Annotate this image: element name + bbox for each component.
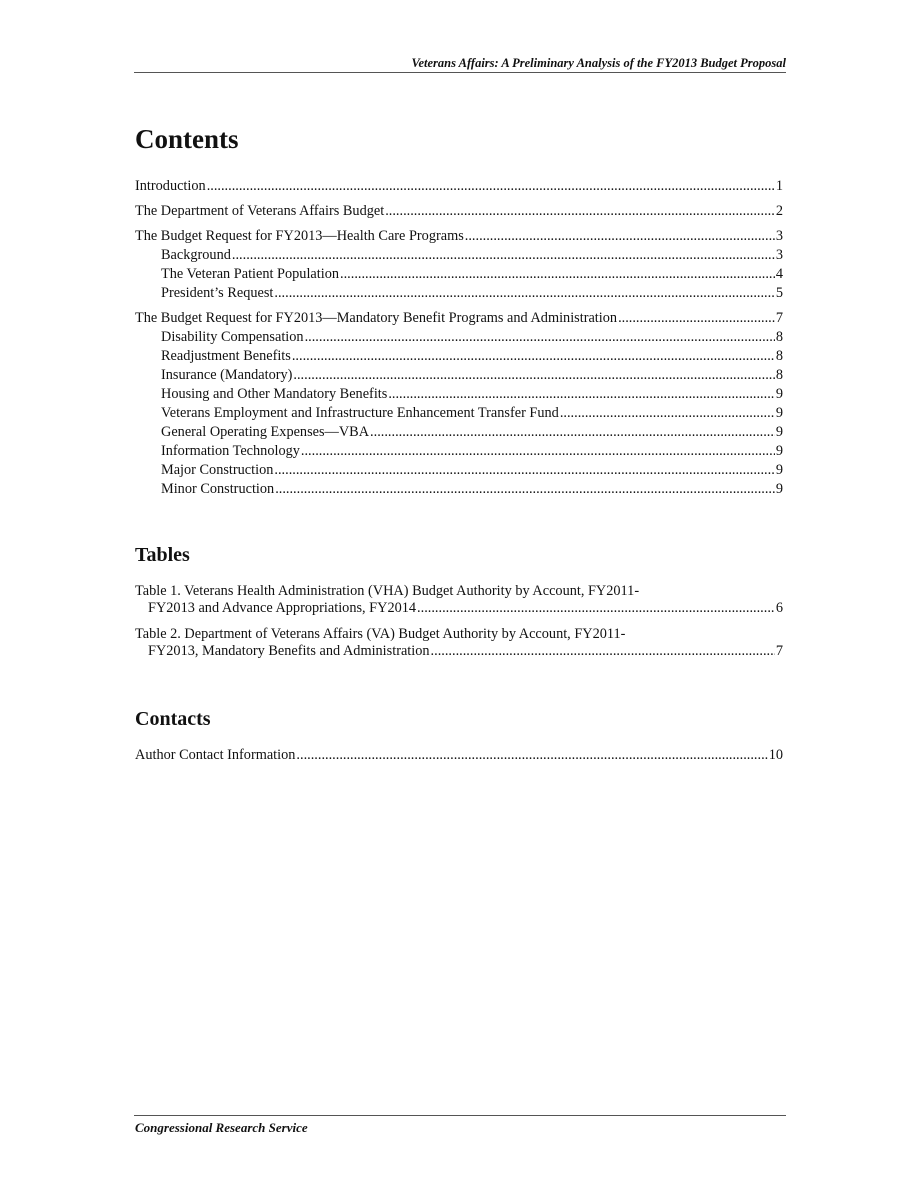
contents-list	[135, 178, 783, 498]
toc-entry-employment-transfer-fund[interactable]	[135, 405, 783, 422]
leader-dots	[293, 367, 774, 384]
toc-page-number: 8	[775, 367, 783, 383]
toc-entry-text: General Operating Expenses—VBA	[161, 424, 370, 440]
leader-dots	[465, 228, 775, 245]
toc-page-number: 7	[775, 310, 783, 326]
toc-entry-text: Insurance (Mandatory)	[161, 367, 293, 383]
toc-page-number: 4	[775, 266, 783, 282]
toc-entry-text: The Budget Request for FY2013—Mandatory Benefit Programs and Administration	[135, 310, 618, 326]
leader-dots	[296, 747, 767, 764]
toc-entry-insurance-mandatory[interactable]	[135, 367, 783, 384]
toc-entry-disability-compensation[interactable]	[135, 329, 783, 346]
toc-page-number: 2	[775, 203, 783, 219]
toc-page-number: 9	[775, 443, 783, 459]
toc-entry-text: Table 1. Veterans Health Administration (VHA) Budget Authority by Account, FY2011-	[135, 583, 640, 599]
leader-dots	[305, 329, 775, 346]
toc-page-number: 1	[775, 178, 783, 194]
toc-entry-text: Veterans Employment and Infrastructure Enhancement Transfer Fund	[161, 405, 559, 421]
toc-page-number: 7	[775, 643, 783, 659]
toc-entry-mandatory-benefit-programs[interactable]	[135, 310, 783, 327]
toc-entry-text: Author Contact Information	[135, 747, 296, 763]
toc-entry-text: The Veteran Patient Population	[161, 266, 340, 282]
running-footer: Congressional Research Service	[135, 1120, 308, 1135]
toc-entry-text-continued: FY2013, Mandatory Benefits and Administration	[148, 643, 430, 659]
toc-entry-text: Table 2. Department of Veterans Affairs (VA) Budget Authority by Account, FY2011-	[135, 626, 626, 642]
leader-dots	[340, 266, 775, 283]
toc-entry-text: The Budget Request for FY2013—Health Care Programs	[135, 228, 464, 244]
toc-page-number: 5	[775, 285, 783, 301]
toc-entry-major-construction[interactable]	[135, 462, 783, 479]
leader-dots	[207, 178, 775, 195]
toc-page-number: 9	[775, 386, 783, 402]
toc-page-number: 10	[768, 747, 783, 763]
toc-entry-introduction[interactable]	[135, 178, 783, 195]
header-rule	[134, 72, 786, 73]
toc-page-number: 8	[775, 348, 783, 364]
toc-entry-table-1[interactable]	[135, 583, 783, 617]
toc-entry-text: Housing and Other Mandatory Benefits	[161, 386, 388, 402]
contacts-list	[135, 747, 783, 764]
running-header: Veterans Affairs: A Preliminary Analysis of the FY2013 Budget Proposal	[411, 56, 786, 70]
toc-entry-text: Introduction	[135, 178, 206, 194]
toc-entry-presidents-request[interactable]	[135, 285, 783, 302]
leader-dots	[275, 481, 775, 498]
leader-dots	[370, 424, 775, 441]
toc-entry-health-care-programs[interactable]	[135, 228, 783, 245]
toc-entry-text: Readjustment Benefits	[161, 348, 291, 364]
toc-entry-information-technology[interactable]	[135, 443, 783, 460]
toc-entry-general-operating-expenses[interactable]	[135, 424, 783, 441]
toc-page-number: 3	[775, 228, 783, 244]
toc-page-number: 8	[775, 329, 783, 345]
tables-list	[135, 583, 783, 660]
leader-dots	[274, 285, 774, 302]
toc-entry-background[interactable]	[135, 247, 783, 264]
toc-entry-veteran-patient-population[interactable]	[135, 266, 783, 283]
toc-entry-va-budget[interactable]	[135, 203, 783, 220]
toc-entry-text: Major Construction	[161, 462, 274, 478]
leader-dots	[431, 643, 775, 660]
leader-dots	[292, 348, 775, 365]
leader-dots	[618, 310, 775, 327]
toc-page-number: 9	[775, 405, 783, 421]
toc-entry-text: Disability Compensation	[161, 329, 304, 345]
leader-dots	[560, 405, 775, 422]
toc-page-number: 9	[775, 424, 783, 440]
toc-entry-table-2[interactable]	[135, 626, 783, 660]
toc-entry-text: The Department of Veterans Affairs Budget	[135, 203, 385, 219]
toc-page-number: 9	[775, 481, 783, 497]
contents-title: Contents	[135, 124, 239, 154]
leader-dots	[417, 600, 775, 617]
tables-title: Tables	[135, 544, 190, 566]
leader-dots	[388, 386, 775, 403]
toc-entry-text: Information Technology	[161, 443, 300, 459]
toc-entry-text: President’s Request	[161, 285, 274, 301]
toc-page-number: 3	[775, 247, 783, 263]
toc-entry-author-contact[interactable]	[135, 747, 783, 764]
toc-entry-minor-construction[interactable]	[135, 481, 783, 498]
leader-dots	[274, 462, 774, 479]
contacts-title: Contacts	[135, 708, 211, 730]
toc-entry-text-continued: FY2013 and Advance Appropriations, FY2014	[148, 600, 417, 616]
toc-page-number: 6	[775, 600, 783, 616]
toc-entry-text: Background	[161, 247, 231, 263]
leader-dots	[385, 203, 775, 220]
leader-dots	[301, 443, 775, 460]
leader-dots	[232, 247, 775, 264]
footer-rule	[134, 1115, 786, 1116]
toc-entry-text: Minor Construction	[161, 481, 275, 497]
toc-page-number: 9	[775, 462, 783, 478]
toc-entry-housing-benefits[interactable]	[135, 386, 783, 403]
toc-entry-readjustment-benefits[interactable]	[135, 348, 783, 365]
